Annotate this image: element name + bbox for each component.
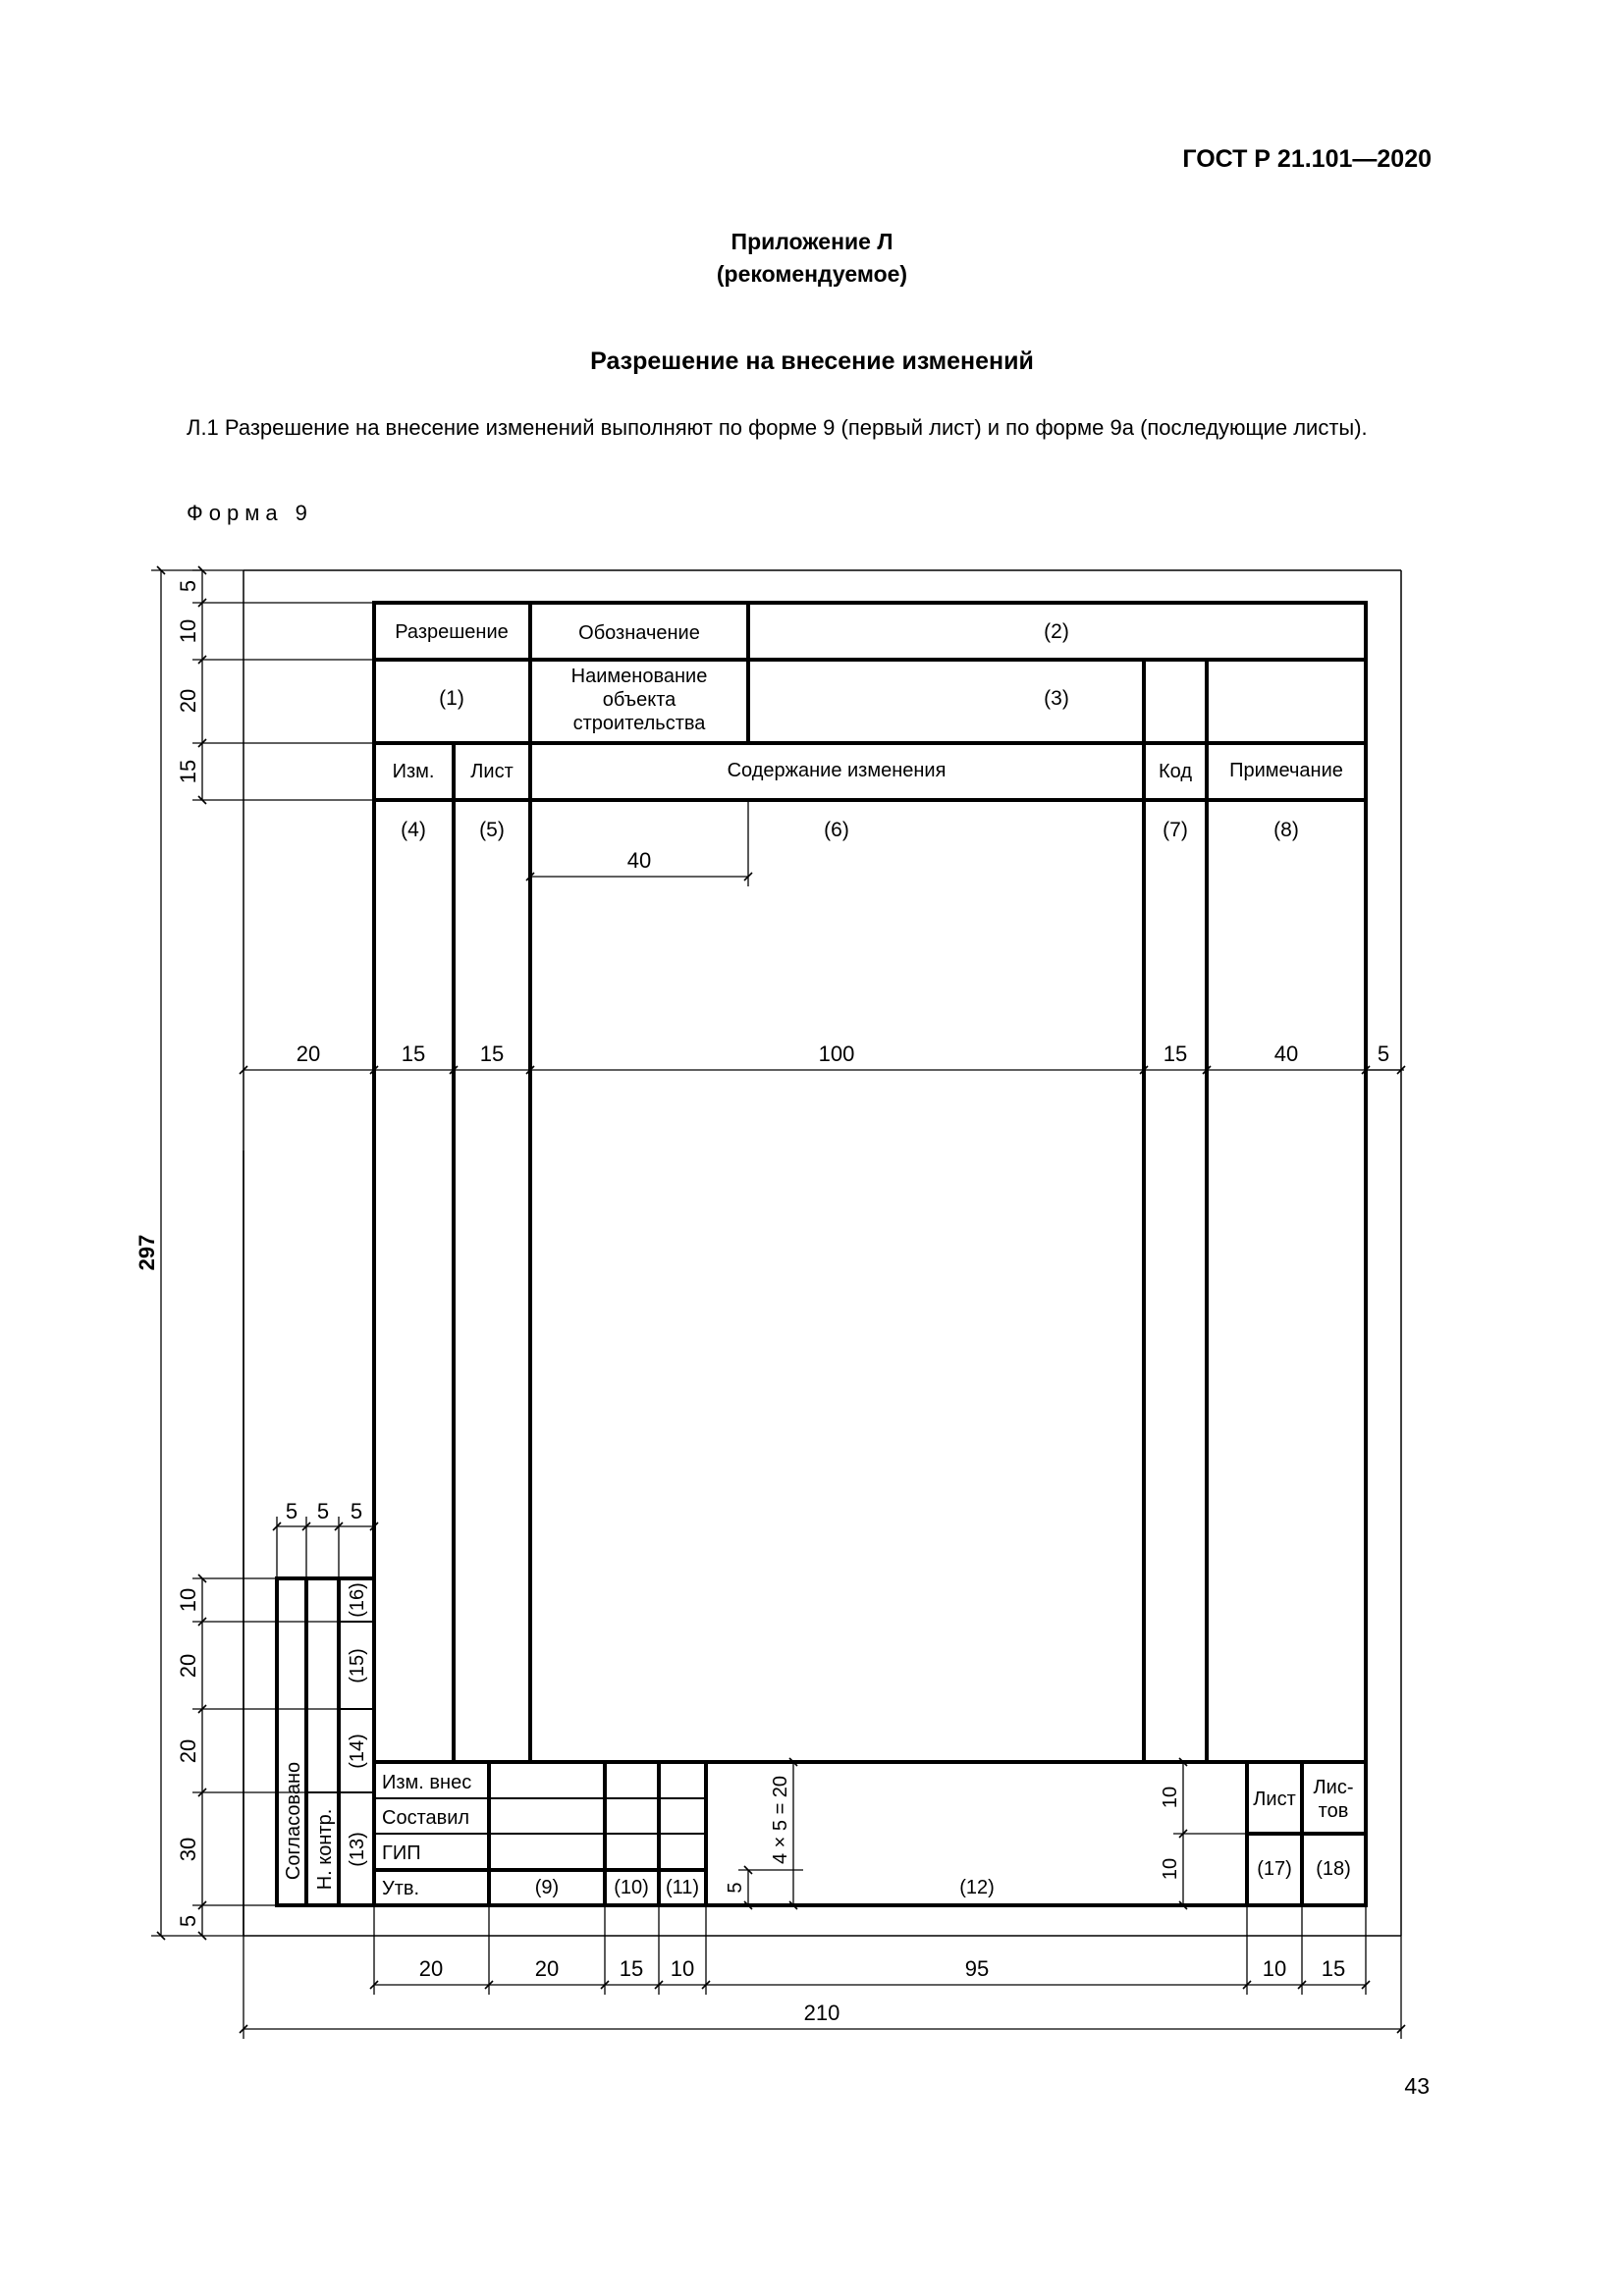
dim-b-20b: 20 — [534, 1956, 560, 1981]
ref-13: (13) — [347, 1832, 368, 1867]
label-kod: Код — [1158, 761, 1193, 782]
dim-lb-5: 5 — [176, 1914, 200, 1928]
label-naimenovanie-1: Наименование — [570, 666, 708, 687]
ref-9: (9) — [534, 1877, 560, 1898]
dimension-labels — [135, 580, 1389, 2025]
label-stamp-list: Лист — [1253, 1789, 1296, 1810]
dim-inner-40: 40 — [626, 848, 652, 873]
dim-b-10a: 10 — [670, 1956, 695, 1981]
label-n-kontr: Н. контр. — [314, 1808, 336, 1891]
standard-header: ГОСТ Р 21.101—2020 — [1182, 145, 1432, 173]
ref-7: (7) — [1163, 819, 1188, 841]
form-label: Форма 9 — [187, 501, 313, 525]
appendix-title: Приложение Л — [731, 229, 893, 254]
dim-w-15b: 15 — [479, 1041, 505, 1066]
dim-total-297: 297 — [135, 1234, 159, 1271]
ref-12: (12) — [959, 1877, 995, 1898]
ref-3: (3) — [1044, 687, 1069, 710]
ref-8: (8) — [1273, 819, 1299, 841]
ref-6: (6) — [824, 819, 849, 841]
paragraph-text: Л.1 Разрешение на внесение изменений выполняют по форме 9 (первый лист) и по форме 9а (последующие листы). — [187, 415, 1368, 440]
label-izm-vnes: Изм. внес — [382, 1772, 472, 1793]
dim-b-95: 95 — [964, 1956, 990, 1981]
appendix-status: (рекомендуемое) — [716, 261, 908, 287]
label-primechanie: Примечание — [1229, 760, 1343, 781]
ref-4: (4) — [401, 819, 426, 841]
dim-left-5-top: 5 — [176, 579, 200, 593]
ref-1: (1) — [439, 687, 464, 710]
dim-w-20: 20 — [296, 1041, 321, 1066]
dim-st-5: 5 — [725, 1882, 746, 1894]
ref-14: (14) — [347, 1734, 368, 1769]
dim-side-5a: 5 — [285, 1499, 298, 1523]
dim-b-15a: 15 — [619, 1956, 644, 1981]
dim-b-20a: 20 — [418, 1956, 444, 1981]
ref-17: (17) — [1257, 1858, 1292, 1880]
label-sostavil: Составил — [382, 1807, 470, 1829]
dim-lb-20a: 20 — [176, 1653, 200, 1679]
dim-left-10: 10 — [176, 618, 200, 644]
label-razreshenie: Разрешение — [395, 621, 509, 643]
ref-2: (2) — [1044, 620, 1069, 643]
ref-18: (18) — [1316, 1858, 1351, 1880]
top-table-labels — [393, 620, 1343, 841]
form-frame — [277, 603, 1366, 1905]
label-soderzhanie: Содержание изменения — [727, 760, 947, 781]
dim-lb-20b: 20 — [176, 1738, 200, 1764]
dim-lb-30: 30 — [176, 1837, 200, 1862]
label-soglasovano: Согласовано — [283, 1761, 304, 1881]
dim-st-10b: 10 — [1160, 1857, 1181, 1881]
dim-w-100: 100 — [818, 1041, 855, 1066]
dim-w-40: 40 — [1273, 1041, 1299, 1066]
label-listov-1: Лис- — [1313, 1777, 1354, 1798]
dim-b-10b: 10 — [1262, 1956, 1287, 1981]
label-utv: Утв. — [382, 1878, 420, 1899]
ref-16: (16) — [347, 1582, 368, 1618]
label-oboznachenie: Обозначение — [578, 622, 700, 644]
ref-10: (10) — [614, 1877, 649, 1898]
label-listov-2: тов — [1318, 1800, 1349, 1822]
dim-side-5b: 5 — [316, 1499, 330, 1523]
dim-total-210: 210 — [803, 2001, 840, 2025]
label-list: Лист — [470, 761, 514, 782]
section-title: Разрешение на внесение изменений — [590, 347, 1034, 375]
dim-left-15: 15 — [176, 759, 200, 784]
label-naimenovanie-2: объекта — [602, 689, 677, 711]
ref-5: (5) — [479, 819, 505, 841]
dim-b-15b: 15 — [1321, 1956, 1346, 1981]
dim-w-15a: 15 — [401, 1041, 426, 1066]
page-number: 43 — [1404, 2073, 1430, 2099]
label-naimenovanie-3: строительства — [572, 713, 706, 734]
ref-15: (15) — [347, 1648, 368, 1683]
label-izm: Изм. — [392, 761, 435, 782]
dim-side-5c: 5 — [350, 1499, 363, 1523]
dim-w-15c: 15 — [1163, 1041, 1188, 1066]
dim-left-20: 20 — [176, 688, 200, 714]
dim-w-5: 5 — [1377, 1041, 1390, 1066]
side-strip-labels — [283, 1582, 368, 1890]
dim-lb-10: 10 — [176, 1587, 200, 1613]
stamp-labels — [382, 1772, 1353, 1899]
dim-st-4x5: 4 × 5 = 20 — [770, 1775, 791, 1865]
dim-st-10a: 10 — [1160, 1786, 1181, 1809]
ref-11: (11) — [665, 1877, 700, 1898]
label-gip: ГИП — [382, 1842, 421, 1864]
